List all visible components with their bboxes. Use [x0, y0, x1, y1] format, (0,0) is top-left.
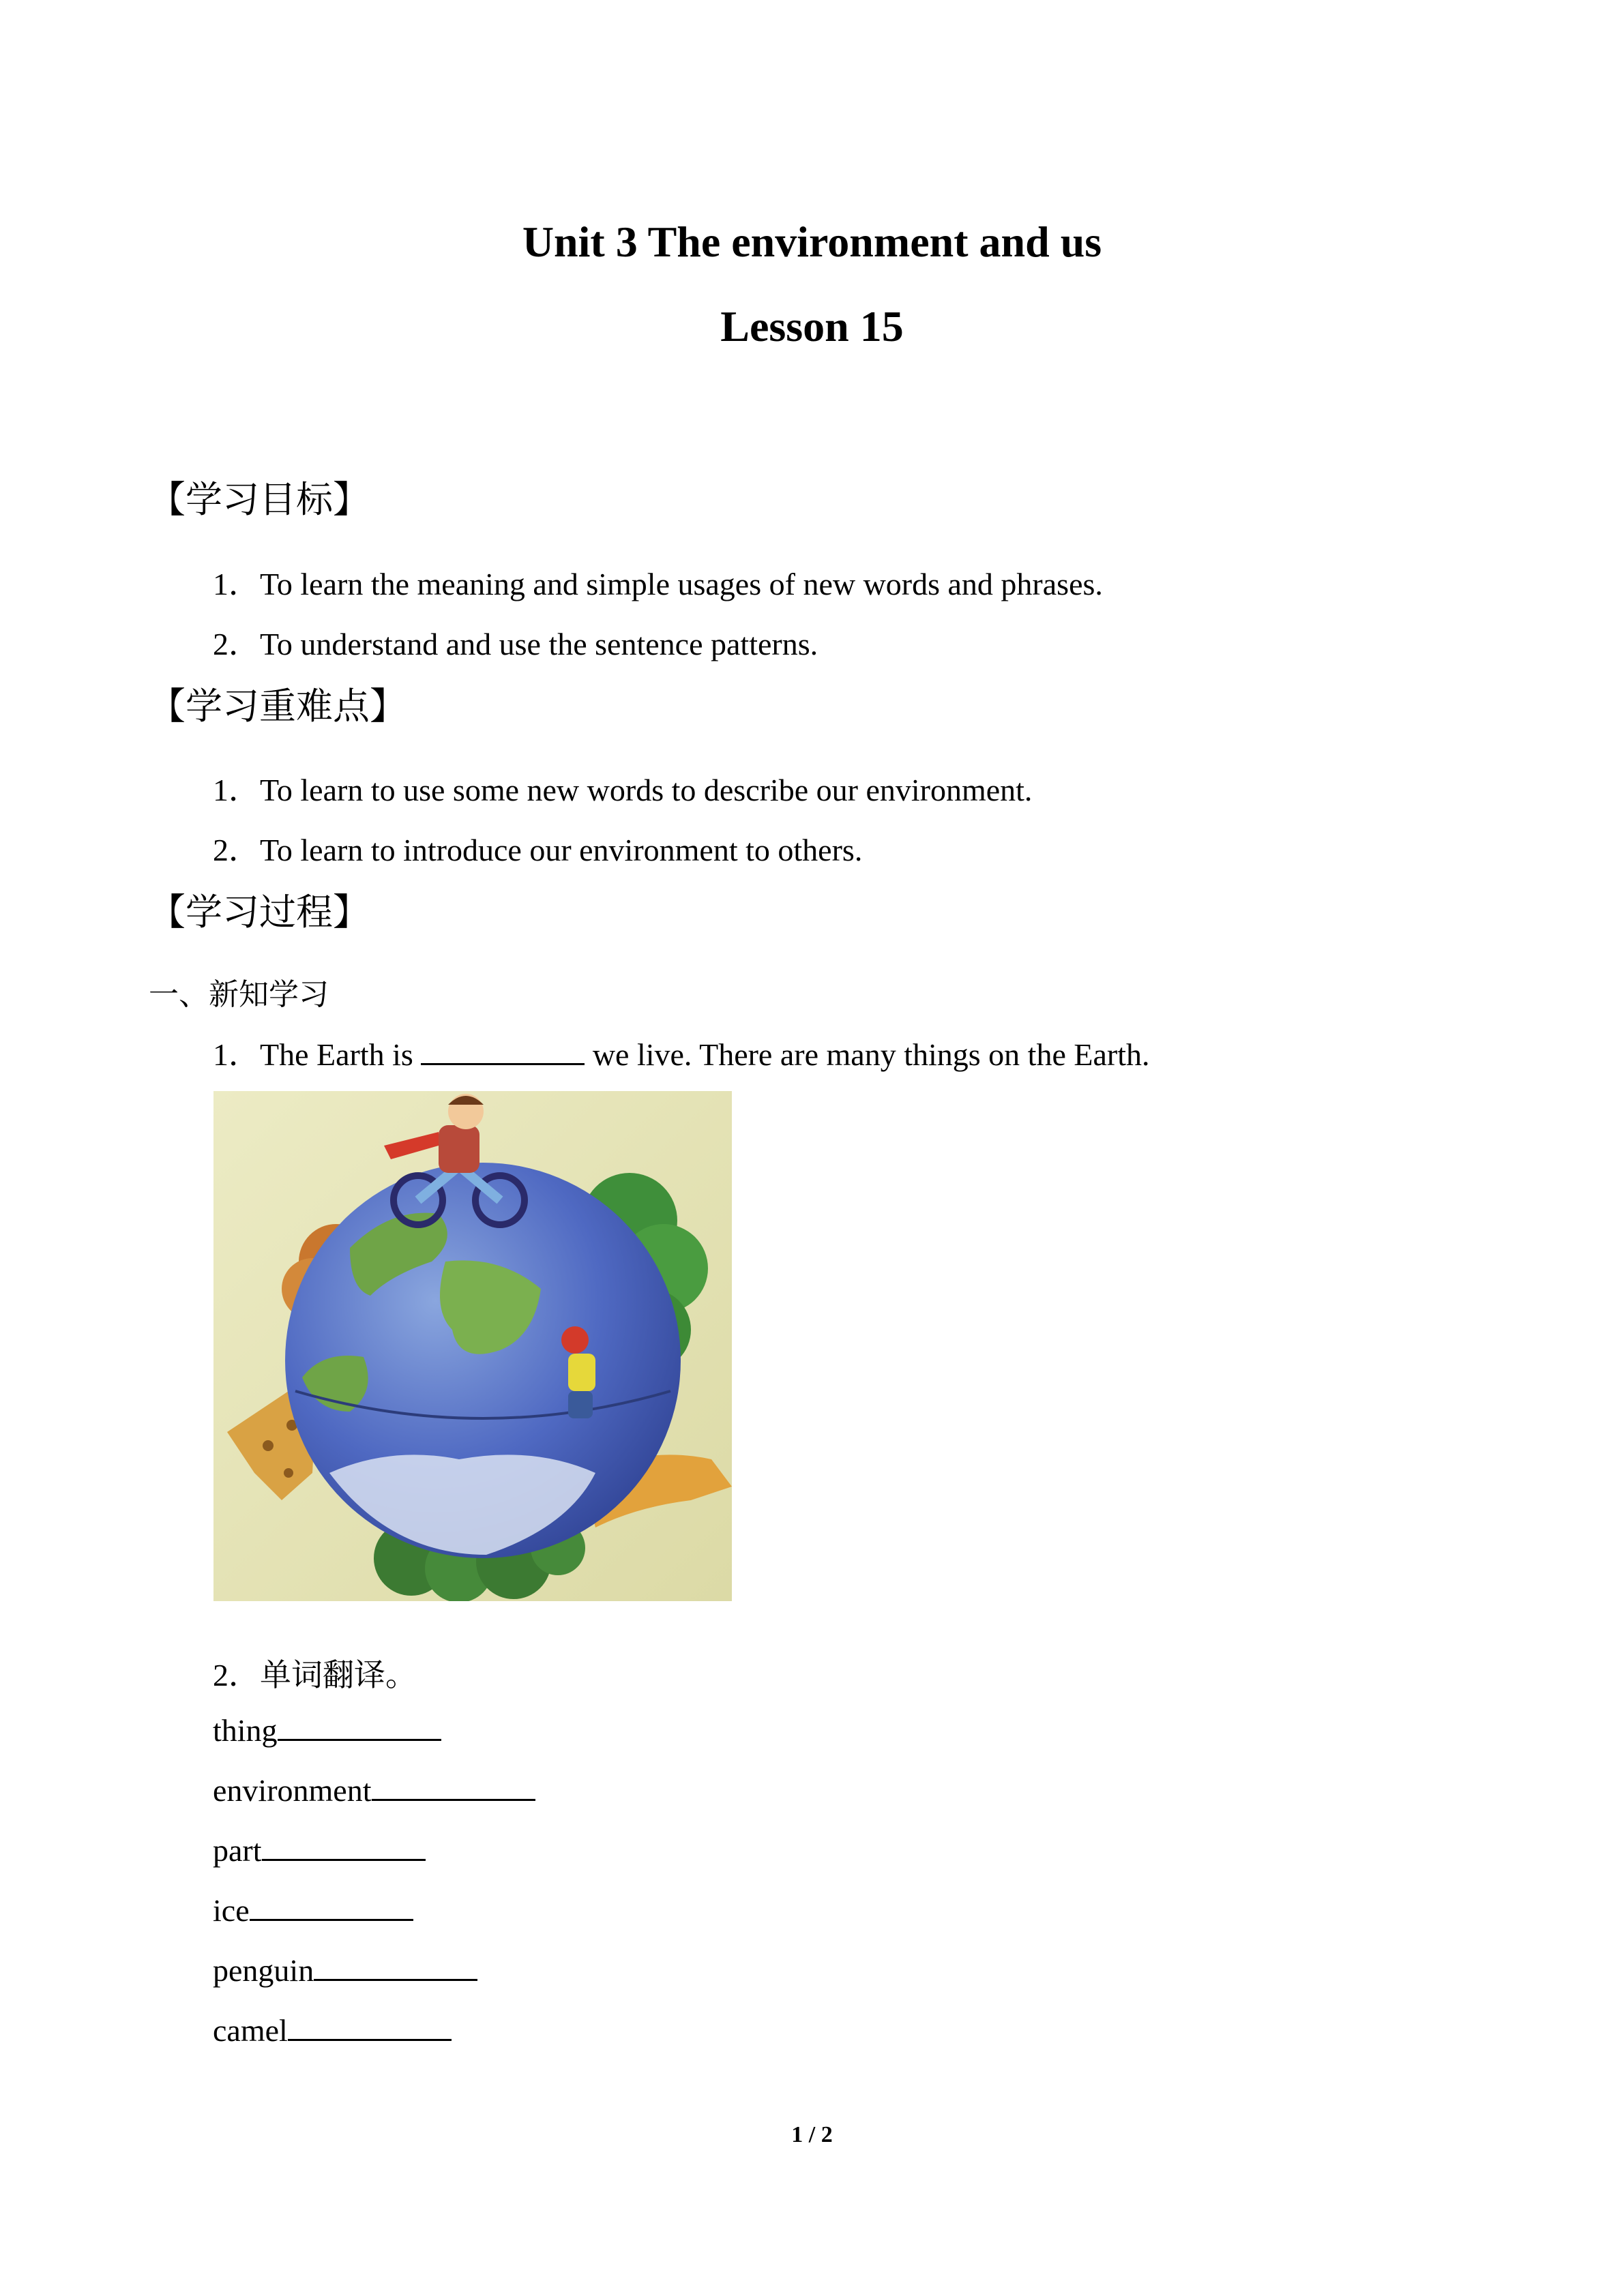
key-point-item-1: 1．To learn to use some new words to describe our environment. — [213, 773, 1033, 807]
question-2-label: 2．单词翻译。 — [213, 1658, 417, 1693]
vocab-blank[interactable] — [278, 1712, 441, 1741]
vocab-blank[interactable] — [250, 1892, 413, 1921]
vocab-word: part — [213, 1833, 262, 1868]
unit-title: Unit 3 The environment and us — [522, 218, 1102, 266]
question-1-before: 1．The Earth is — [213, 1037, 422, 1072]
lesson-title: Lesson 15 — [720, 302, 904, 351]
vocab-blank[interactable] — [288, 2012, 452, 2041]
vocab-row — [213, 1952, 477, 1988]
question-1 — [213, 1030, 1149, 1075]
new-knowledge-subheading: 一、新知学习 — [149, 977, 329, 1012]
vocab-row — [213, 1832, 426, 1868]
vocab-blank[interactable] — [372, 1772, 535, 1801]
goal-item-2: 2．To understand and use the sentence patterns. — [213, 627, 818, 661]
page-number: 1 / 2 — [791, 2122, 833, 2147]
vocab-row — [213, 1892, 413, 1928]
vocab-blank[interactable] — [314, 1952, 477, 1981]
vocab-word: penguin — [213, 1953, 314, 1988]
process-heading: 【学习过程】 — [149, 891, 370, 934]
key-points-heading: 【学习重难点】 — [149, 685, 407, 728]
vocab-row — [213, 1772, 535, 1808]
question-1-after: we live. There are many things on the Earth. — [585, 1037, 1150, 1072]
vocab-word: camel — [213, 2013, 288, 2048]
goal-item-1: 1．To learn the meaning and simple usages of new words and phrases. — [213, 567, 1103, 601]
vocab-word: environment — [213, 1773, 372, 1808]
vocab-row — [213, 1712, 441, 1748]
goals-heading: 【学习目标】 — [149, 478, 370, 521]
vocab-blank[interactable] — [262, 1832, 426, 1861]
earth-illustration — [213, 1091, 732, 1601]
vocab-word: thing — [213, 1713, 278, 1748]
question-1-blank[interactable] — [421, 1036, 585, 1065]
key-point-item-2: 2．To learn to introduce our environment to others. — [213, 833, 863, 867]
vocab-word: ice — [213, 1893, 250, 1928]
vocab-row — [213, 2012, 452, 2048]
